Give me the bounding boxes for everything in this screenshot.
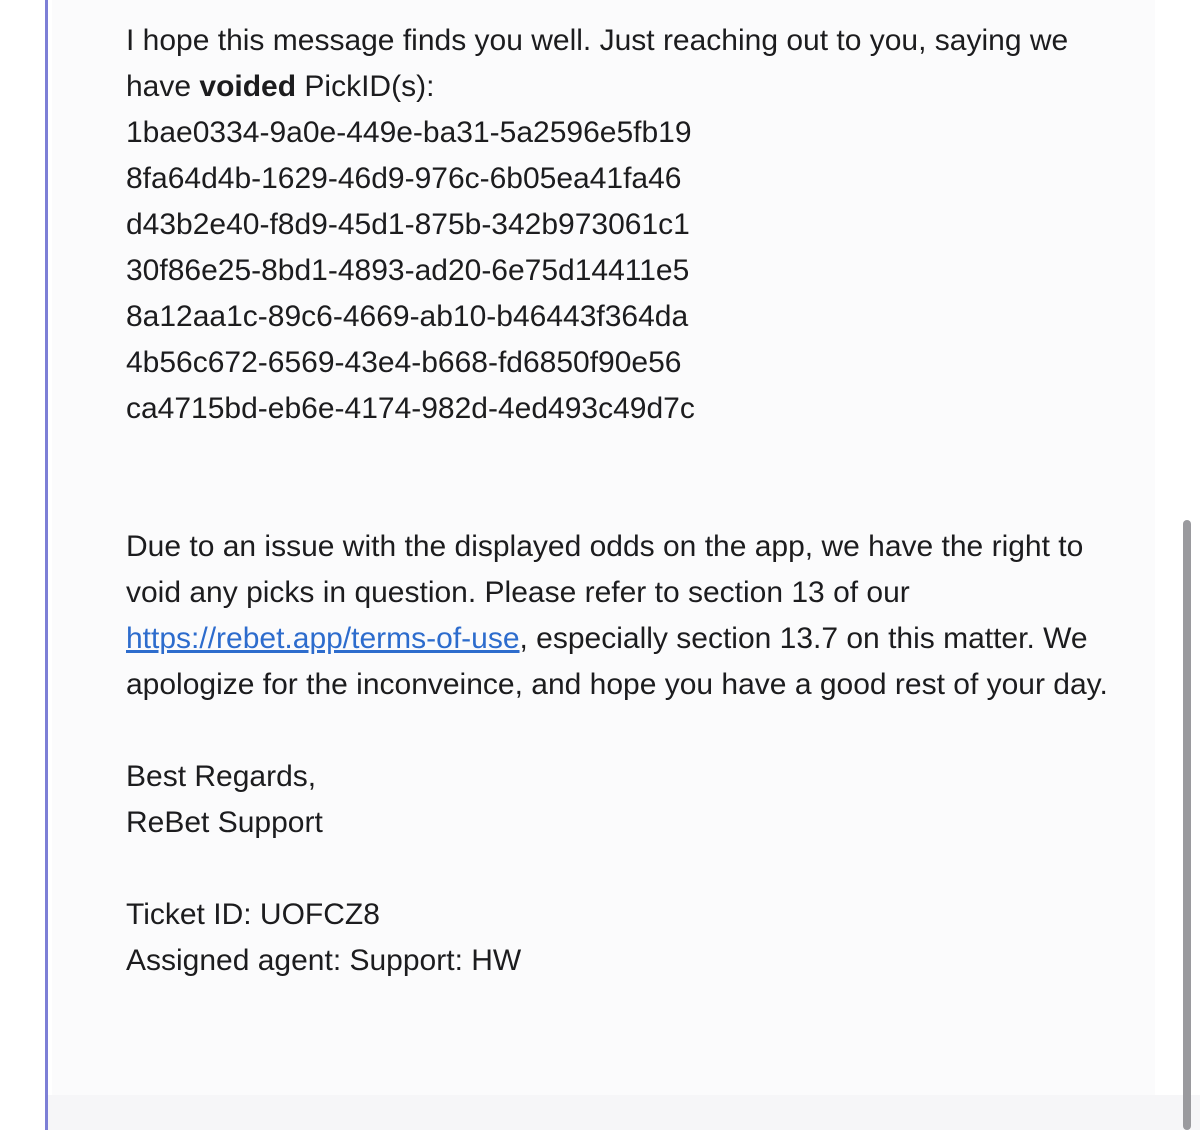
pick-id: d43b2e40-f8d9-45d1-875b-342b973061c1 (126, 208, 690, 241)
voided-emphasis: voided (199, 70, 297, 103)
pick-id: 1bae0334-9a0e-449e-ba31-5a2596e5fb19 (126, 116, 692, 149)
email-body (126, 18, 1116, 984)
assigned-agent: Assigned agent: Support: HW (126, 944, 522, 977)
pick-id: ca4715bd-eb6e-4174-982d-4ed493c49d7c (126, 392, 695, 425)
pick-id: 30f86e25-8bd1-4893-ad20-6e75d14411e5 (126, 254, 690, 287)
signature: ReBet Support (126, 806, 323, 839)
pick-id: 8a12aa1c-89c6-4669-ab10-b46443f364da (126, 300, 689, 333)
explanation-paragraph (126, 524, 1116, 708)
intro-paragraph (126, 18, 1116, 110)
ticket-id: Ticket ID: UOFCZ8 (126, 898, 380, 931)
pick-id: 8fa64d4b-1629-46d9-976c-6b05ea41fa46 (126, 162, 682, 195)
pick-id-list (126, 110, 1116, 432)
message-footer-strip (48, 1095, 1200, 1130)
scrollbar-thumb[interactable] (1183, 520, 1191, 1130)
intro-text-end: PickID(s): (296, 70, 435, 103)
quote-bar (45, 0, 48, 1130)
terms-of-use-link[interactable]: https://rebet.app/terms-of-use (126, 622, 520, 655)
explanation-text: Due to an issue with the displayed odds on the app, we have the right to void any picks in question. Please refer to section 13 of our (126, 530, 1084, 609)
pick-id: 4b56c672-6569-43e4-b668-fd6850f90e56 (126, 346, 682, 379)
sign-off: Best Regards, (126, 760, 317, 793)
intro-text: I hope this message finds you well. Just reaching out to you, saying we have (126, 24, 1069, 103)
explanation-text-end: , especially section 13.7 on this matter. We apologize for the inconveince, and hope you have a good rest of your day. (126, 622, 1108, 701)
